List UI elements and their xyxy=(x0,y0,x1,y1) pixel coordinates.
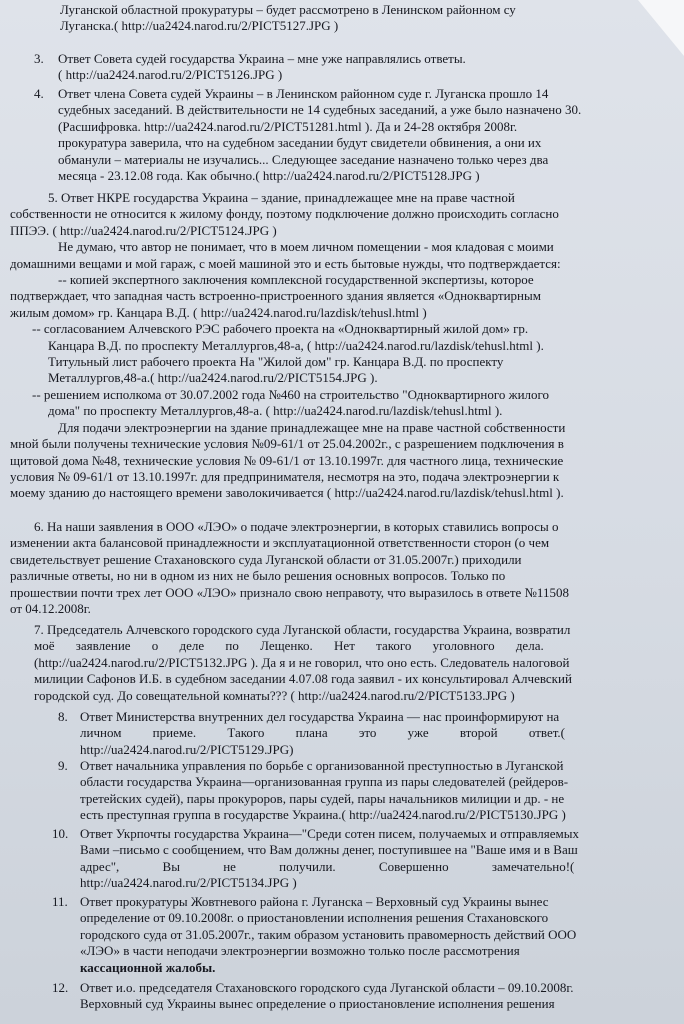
item-10-number: 10. xyxy=(52,826,69,841)
item-6: 6. На наши заявления в ООО «ЛЭО» о подаче электроэнергии, в которых ставились вопросы о изменении акта балансовой принадлежности и эксплуатационной ответственности сторон (о чем свидетельствует решение Стахановского суда Луганской области от 31.05.2007г.) приходили различные ответы, но ни в одном из них не было решения основных вопросов. Только по прошествии почти трех лет ООО «ЛЭО» признало свою неправоту, что выразилось в ответе №11508 от 04.12.2008г. xyxy=(10,519,569,617)
item-5: 5. Ответ НКРЕ государства Украина – здание, принадлежащее мне на праве частной собственности не относится к жилому фонду, поэтому подключение должно происходить согласно ППЭЭ. ( http://ua2424.narod.ru/2/PICT5124.JPG ) Не думаю, что автор не понимает, что в моем личном помещении - моя кладовая с моими домашними вещами и мой гараж, с моей машиной это и есть бытовые нужды, что подтверждается: -- копией экспертного заключения комплексной государственной экспертизы, которое подтверждает, что западная часть встроенно-пристроенного здания является «Одноквартирным жилым домом» гр. Канцара В.Д. ( http://ua2424.narod.ru/lazdisk/tehusl.html ) -- согласованием Алчевского РЭС рабочего проекта на «Одноквартирный жилой дом» гр. Канцара В.Д. по проспекту Металлургов,48-а, ( http://ua2424.narod.ru/lazdisk/tehusl.html ). Титульный лист рабочего проекта На "Жилой дом" гр. Канцара В.Д. по проспекту Металлургов,48-а.( http://ua2424.narod.ru/2/PICT5154.JPG ). -- решением исполкома от 30.07.2002 года №460 на строительство "Одноквартирного жилого дома" по проспекту Металлургов,48-а. ( http://ua2424.narod.ru/lazdisk/tehusl.html ). Для подачи электроэнергии на здание принадлежащее мне на праве частной собственности мной были получены технические условия №09-61/1 от 25.04.2002г., с разрешением подключения в щитовой дома №48, технические условия № 09-61/1 от 13.10.1997г. для частного лица, технические условия № 09-61/1 от 13.10.1997г. для предпринимателя, несмотря на это, подача электроэнергии к моему зданию до настоящего времени заволокичивается ( http://ua2424.narod.ru/lazdisk/tehusl.html ). xyxy=(10,190,566,501)
item-3-number: 3. xyxy=(34,51,44,66)
item-7: 7. Председатель Алчевского городского суда Луганской области, государства Украина, возвратил моё заявление о деле по Лещенко. Нет такого уголовного дела. (http://ua2424.narod.ru/2/PICT5132.JPG ). Да я и не говорил, что оно есть. Следователь налоговой милиции Сафонов И.Б. в судебном заседании 4.07.08 года заявил - их консультировал Алчевский городской суд. До совещательной комнаты??? ( http://ua2424.narod.ru/2/PICT5133.JPG ) xyxy=(34,622,572,703)
item-12-number: 12. xyxy=(52,980,69,995)
item-9-number: 9. xyxy=(58,758,68,773)
item-3: Ответ Совета судей государства Украина – мне уже направлялись ответы. ( http://ua2424.narod.ru/2/PICT5126.JPG ) xyxy=(58,51,466,83)
item-4: Ответ члена Совета судей Украины – в Ленинском районном суде г. Луганска прошло 14 судебных заседаний. В действительности не 14 судебных заседаний, а уже было назначено 30. (Расшифровка. http://ua2424.narod.ru/2/PICT51281.html ). Да и 24-28 октября 2008г. прокуратура заверила, что на судебном заседании будут свидетели обвинения, а они их обманули – материалы не изучались... Следующее заседание назначено только через два месяца - 23.12.08 года. Как обычно.( http://ua2424.narod.ru/2/PICT5128.JPG ) xyxy=(58,86,582,184)
item-7-number: 7. xyxy=(34,622,44,637)
item-11: Ответ прокуратуры Жовтневого района г. Луганска – Верховный суд Украины вынес определение от 09.10.2008г. о приостановлении исполнения решения Стахановского городского суда от 31.05.2007г., таким образом установить правомерность действий ООО «ЛЭО» в части неподачи электроэнергии возможно только после рассмотрения кассационной жалобы. xyxy=(80,894,577,975)
item-8: Ответ Министерства внутренних дел государства Украина — нас проинформируют на личном приеме. Такого плана это уже второй ответ.( http://ua2424.narod.ru/2/PICT5129.JPG) xyxy=(80,709,565,757)
item-8-number: 8. xyxy=(58,709,68,724)
item-10: Ответ Укрпочты государства Украина—"Среди сотен писем, получаемых и отправляемых Вами –письмо с сообщением, что Вам должны денег, поступившее на "Ваше имя и в Ваш адрес", Вы не получили. Совершенно замечательно!( http://ua2424.narod.ru/2/PICT5134.JPG ) xyxy=(80,826,579,891)
item-4-number: 4. xyxy=(34,86,44,101)
item-12: Ответ и.о. председателя Стахановского городского суда Луганской области – 09.10.2008г. Верховный суд Украины вынес определение о приостановление исполнения решения xyxy=(80,980,574,1012)
item-11-number: 11. xyxy=(52,894,68,909)
item-5-number: 5. xyxy=(48,190,58,205)
item-9: Ответ начальника управления по борьбе с организованной преступностью в Луганской области государства Украина—организованная группа из пары следователей (рейдеров- третейских судей), пары прокуроров, пары судей, пары начальников милиции и др. - не есть преступная группа в государстве Украина.( http://ua2424.narod.ru/2/PICT5130.JPG ) xyxy=(80,758,569,823)
item-6-number: 6. xyxy=(34,519,44,534)
item-2-continuation: Луганской областной прокуратуры – будет рассмотрено в Ленинском районном су Луганска.( http://ua2424.narod.ru/2/PICT5127.JPG ) xyxy=(60,2,516,34)
